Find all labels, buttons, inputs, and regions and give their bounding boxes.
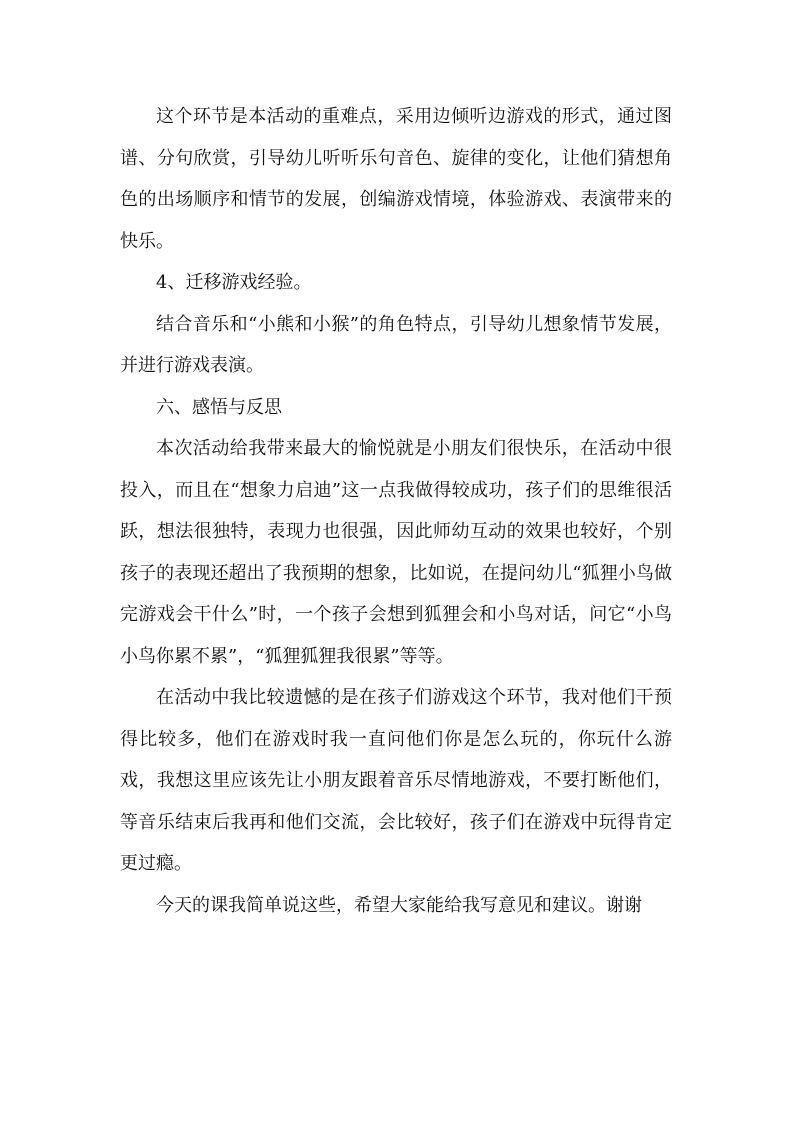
paragraph-closing: 今天的课我简单说这些，希望大家能给我写意见和建议。谢谢 [156, 894, 642, 916]
paragraph-reflection-positive: 本次活动给我带来最大的愉悦就是小朋友们很快乐，在活动中很投入，而且在“想象力启迪”这一点我做得较成功，孩子们的思维很活跃，想法很独特，表现力也很强，因此师幼互动的效果也较好，个别孩子的表现还超出了我预期的想象，比如说，在提问幼儿“狐狸小鸟做完游戏会干什么”时，一个孩子会想到狐狸会和小鸟对话，问它“小鸟小鸟你累不累”，“狐狸狐狸我很累”等等。 [120, 438, 672, 667]
paragraph-step-4-heading: 4、迁移游戏经验。 [156, 272, 312, 293]
paragraph-reflection-regret: 在活动中我比较遗憾的是在孩子们游戏这个环节，我对他们干预得比较多，他们在游戏时我一直问他们你是怎么玩的，你玩什么游戏，我想这里应该先让小朋友跟着音乐尽情地游戏，不要打断他们，等音乐结束后我再和他们交流，会比较好，孩子们在游戏中玩得肯定更过瘾。 [120, 687, 672, 874]
section-heading-reflection: 六、感悟与反思 [156, 396, 282, 418]
paragraph-game-section-intro: 这个环节是本活动的重难点，采用边倾听边游戏的形式，通过图谱、分句欣赏，引导幼儿听听乐句音色、旋律的变化，让他们猜想角色的出场顺序和情节的发展，创编游戏情境，体验游戏、表演带来的快乐。 [120, 106, 672, 252]
paragraph-step-4-body: 结合音乐和“小熊和小猴”的角色特点，引导幼儿想象情节发展，并进行游戏表演。 [120, 313, 672, 376]
document-body [120, 96, 672, 926]
